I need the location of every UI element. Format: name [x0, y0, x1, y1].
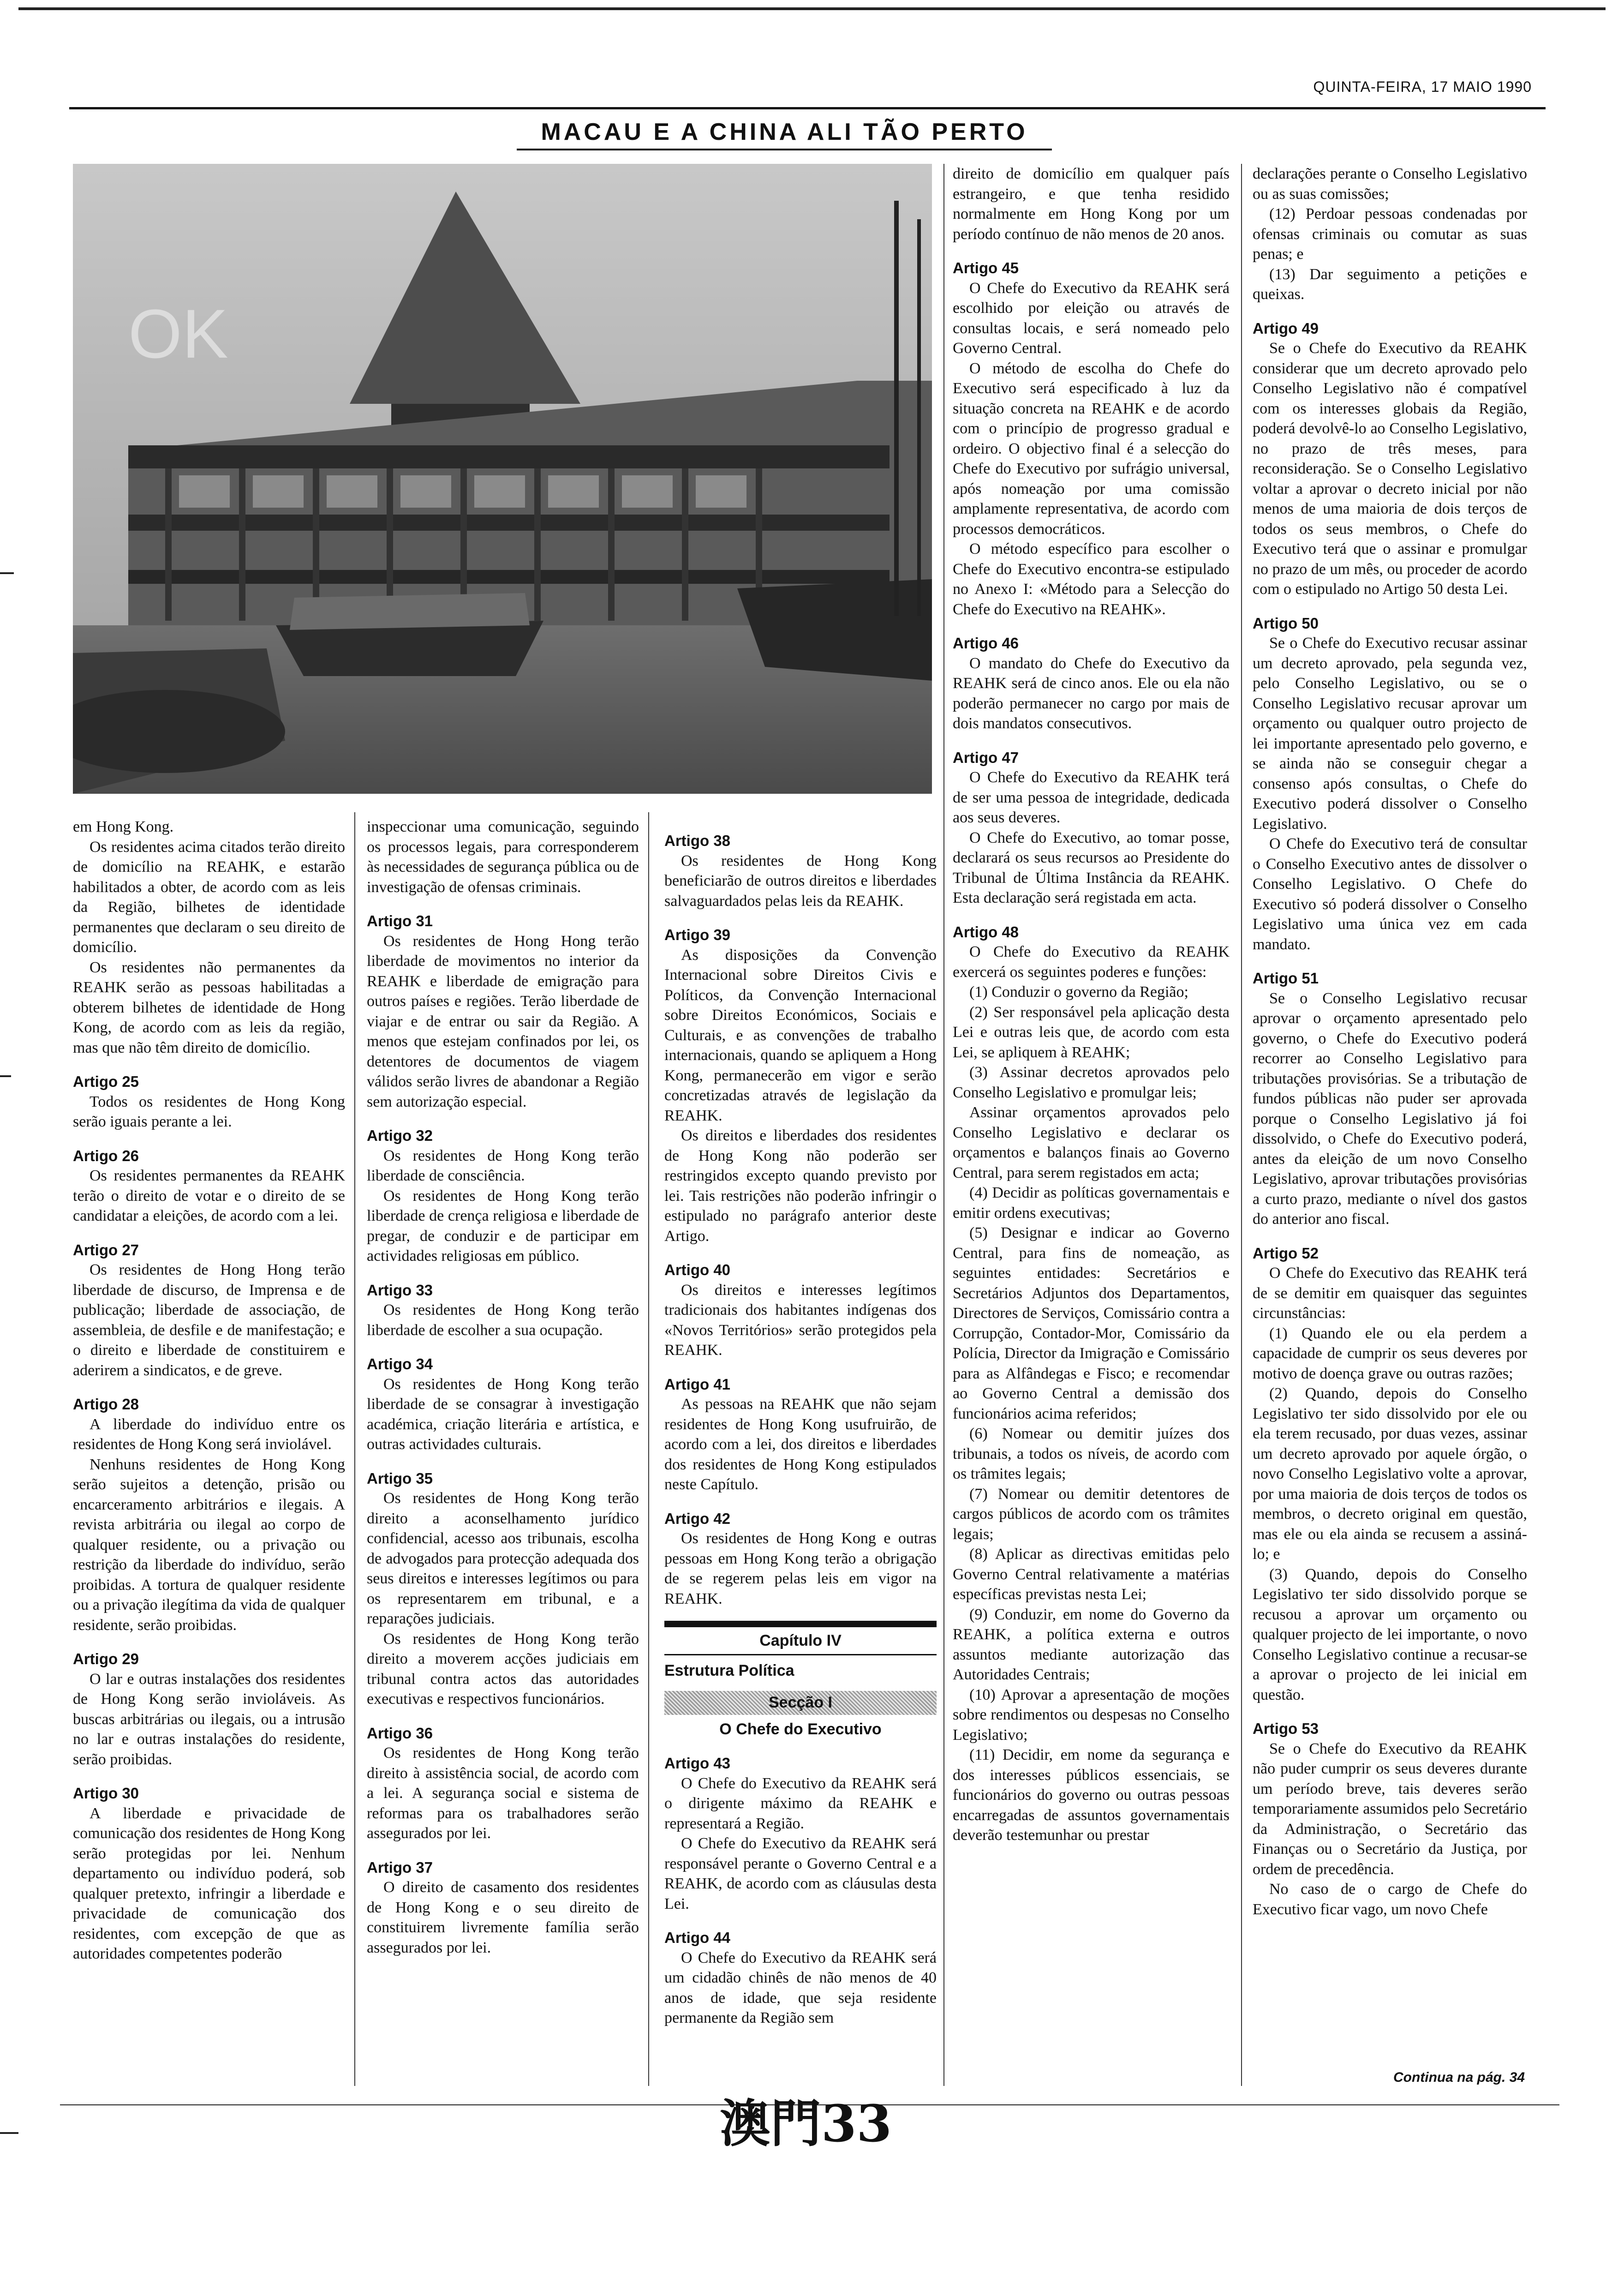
- paragraph: O método específico para escolher o Chefe do Executivo encontra-se estipulado no Anexo I: «Método para a Selecção do Chefe do Executivo na REAHK».: [953, 540, 1230, 618]
- paragraph: Os residentes acima citados terão direito de domicílio na REAHK, e estarão habilitados a obter, de acordo com as leis da Região, bilhetes de identidade permanentes que declaram o seu direito de domicílio.: [73, 838, 345, 956]
- article-heading: Artigo 45: [953, 259, 1019, 276]
- column-rule: [648, 812, 649, 2086]
- paragraph: inspeccionar uma comunicação, seguindo os processos legais, para corresponderem às necessidades de segurança pública ou de investigação de ofensas criminais.: [367, 818, 639, 896]
- headline-rule: [69, 107, 1546, 109]
- paragraph: O Chefe do Executivo, ao tomar posse, declarará os seus recursos ao Presidente do Tribunal de Última Instância da REAHK. Esta declaração será registada em acta.: [953, 829, 1230, 906]
- paragraph: Os residentes de Hong Kong terão liberdade de consciência.: [367, 1147, 639, 1184]
- column-1: [73, 817, 345, 2081]
- paragraph: Se o Chefe do Executivo da REAHK não puder cumprir os seus deveres durante um período breve, tais deveres serão temporariamente assumidos pelo Secretário da Administração, o Secretário das Finanças ou o Secretário da Justiça, por ordem de precedência.: [1253, 1740, 1527, 1878]
- structure-heading: Estrutura Política: [664, 1661, 794, 1679]
- article-heading: Artigo 38: [664, 832, 731, 849]
- article-heading: Artigo 47: [953, 749, 1019, 766]
- paragraph: em Hong Kong.: [73, 818, 174, 835]
- paragraph: (5) Designar e indicar ao Governo Central, para fins de nomeação, as seguintes entidades: Secretários e Secretários Adjuntos dos Departamentos, Directores de Serviços, Comissário contra a Corrupção, Contador-Mor, Comissário da Polícia, Director da Imigração e Comissário para as Alfândegas e Fisco; e recomendar ao Governo Central a demissão dos funcionários acima referidos;: [953, 1224, 1230, 1422]
- side-mark-left-3: [0, 2132, 18, 2134]
- section-heading: Secção I: [664, 1691, 937, 1715]
- article-heading: Artigo 28: [73, 1396, 139, 1413]
- paragraph: Se o Chefe do Executivo da REAHK considerar que um decreto aprovado pelo Conselho Legislativo não é compatível com os interesses globais da Região, poderá devolvê-lo ao Conselho Legislativo, no prazo de três meses, para reconsideração. Se o Conselho Legislativo voltar a aprovar o decreto inicial por não menos de uma maioria de dois terços de todos os seus membros, o Chefe do Executivo terá que o assinar e promulgar no prazo de um mês, ou proceder de acordo com o estipulado no Artigo 50 desta Lei.: [1253, 340, 1527, 598]
- article-heading: Artigo 49: [1253, 319, 1319, 337]
- article-heading: Artigo 43: [664, 1755, 731, 1772]
- paragraph: (4) Decidir as políticas governamentais e emitir ordens executivas;: [953, 1184, 1230, 1222]
- continued-note: Continua na pág. 34: [1393, 2070, 1525, 2085]
- paragraph: Os direitos e interesses legítimos tradicionais dos habitantes indígenas dos «Novos Territórios» serão protegidos pela REAHK.: [664, 1281, 937, 1359]
- headline: MACAU E A CHINA ALI TÃO PERTO: [517, 115, 1052, 150]
- article-heading: Artigo 26: [73, 1147, 139, 1164]
- paragraph: Nenhuns residentes de Hong Kong serão sujeitos a detenção, prisão ou encarceramento arbitrários e ilegais. A revista arbitrária ou ilegal ao corpo de qualquer residente, ou a privação ou restrição da liberdade do indivíduo, serão proibidas. A tortura de qualquer residente ou a privação ilegítima da vida de qualquer residente, serão proibidas.: [73, 1456, 345, 1634]
- column-5: [1253, 164, 1527, 2056]
- paragraph: (12) Perdoar pessoas condenadas por ofensas criminais ou comutar as suas penas; e: [1253, 205, 1527, 263]
- page-logo-graphic: [710, 2091, 932, 2155]
- paragraph: As pessoas na REAHK que não sejam residentes de Hong Kong usufruirão, de acordo com a lei, dos direitos e liberdades dos residentes de Hong Kong estipulados neste Capítulo.: [664, 1396, 937, 1493]
- paragraph: (2) Quando, depois do Conselho Legislativo ter sido dissolvido por ele ou ela terem recusado, por duas vezes, assinar um decreto aprovado por aquele órgão, o novo Conselho Legislativo volte a aprovar, por uma maioria de dois terços de todos os membros, o decreto original em questão, mas ele ou ela ainda se recusem a assiná-lo; e: [1253, 1385, 1527, 1563]
- article-heading: Artigo 41: [664, 1375, 731, 1393]
- article-heading: Artigo 25: [73, 1073, 139, 1090]
- paragraph: Os residentes de Hong Kong terão liberdade de se consagrar à investigação académica, criação literária e artística, e outras actividades culturais.: [367, 1375, 639, 1453]
- chapter-heading: Capítulo IV: [664, 1621, 937, 1655]
- article-heading: Artigo 31: [367, 912, 433, 929]
- photo-sign-text: OK: [128, 295, 228, 372]
- paragraph: (3) Quando, depois do Conselho Legislativo ter sido dissolvido porque se recusou a aprovar um orçamento ou qualquer projecto de lei importante, o novo Conselho Legislativo continue a recusar-se a aprovar o projecto de lei inicial em questão.: [1253, 1565, 1527, 1703]
- article-heading: Artigo 53: [1253, 1720, 1319, 1737]
- column-4: [953, 164, 1230, 2081]
- column-3: [664, 817, 937, 2081]
- paragraph: Se o Chefe do Executivo recusar assinar um decreto aprovado, pela segunda vez, pelo Conselho Legislativo, ou se o Conselho Legislativo recusar aprovar um orçamento ou qualquer outro projecto de lei importante apresentado pelo governo, e se ainda não se conseguir chegar a consenso após consultas, o Chefe do Executivo poderá dissolver o Conselho Legislativo.: [1253, 635, 1527, 833]
- exec-heading: O Chefe do Executivo: [719, 1720, 882, 1738]
- article-heading: Artigo 32: [367, 1127, 433, 1144]
- article-heading: Artigo 29: [73, 1650, 139, 1667]
- paragraph: Se o Conselho Legislativo recusar aprovar o orçamento apresentado pelo governo, o Chefe do Executivo poderá recorrer ao Conselho Legislativo para tributações provisórias. Se a tributação de fundos públicas não puder ser aprovada porque o Conselho Legislativo já foi dissolvido, o Chefe do Executivo poderá, antes da eleição de um novo Conselho Legislativo, aprovar tributações provisórias a curto prazo, mediante o nível dos gastos do anterior ano fiscal.: [1253, 989, 1527, 1228]
- paragraph: Os residentes não permanentes da REAHK serão as pessoas habilitadas a obterem bilhetes de identidade de Hong Kong, de acordo com as leis da região, mas que não têm direito de domicílio.: [73, 959, 345, 1056]
- article-heading: Artigo 36: [367, 1724, 433, 1742]
- article-heading: Artigo 34: [367, 1355, 433, 1372]
- column-rule: [1241, 164, 1242, 2086]
- paragraph: O Chefe do Executivo da REAHK terá de ser uma pessoa de integridade, dedicada aos seus deveres.: [953, 769, 1230, 826]
- article-heading: Artigo 35: [367, 1469, 433, 1487]
- paragraph: A liberdade do indivíduo entre os residentes de Hong Kong será inviolável.: [73, 1415, 345, 1453]
- paragraph: O Chefe do Executivo das REAHK terá de se demitir em quaisquer das seguintes circunstâncias:: [1253, 1264, 1527, 1322]
- article-heading: Artigo 46: [953, 635, 1019, 652]
- article-heading: Artigo 40: [664, 1261, 731, 1278]
- paragraph: O Chefe do Executivo da REAHK será o dirigente máximo da REAHK e representará a Região.: [664, 1774, 937, 1832]
- column-rule: [943, 164, 944, 2086]
- paragraph: Os direitos e liberdades dos residentes de Hong Kong não poderão ser restringidos excepto quando previsto por lei. Tais restrições não poderão infringir o estipulado no parágrafo anterior deste Artigo.: [664, 1127, 937, 1245]
- column-rule: [354, 812, 355, 2086]
- article-heading: Artigo 27: [73, 1241, 139, 1258]
- article-heading: Artigo 51: [1253, 970, 1319, 987]
- paragraph: Os residentes de Hong Hong terão liberdade de discurso, de Imprensa e de publicação; liberdade de associação, de assembleia, de desfile e de manifestação; e o direito e liberdade de constituirem e aderirem a sindicatos, e de greve.: [73, 1261, 345, 1379]
- paragraph: (2) Ser responsável pela aplicação desta Lei e outras leis que, de acordo com esta Lei, se apliquem à REAHK;: [953, 1003, 1230, 1061]
- paragraph: Os residentes de Hong Kong beneficiarão de outros direitos e liberdades salvaguardados pelas leis da REAHK.: [664, 852, 937, 910]
- dateline: QUINTA-FEIRA, 17 MAIO 1990: [1313, 78, 1532, 95]
- paragraph: Os residentes permanentes da REAHK terão o direito de votar e o direito de se candidatar a eleições, de acordo com a lei.: [73, 1167, 345, 1224]
- paragraph: (7) Nomear ou demitir detentores de cargos públicos de acordo com os trâmites legais;: [953, 1485, 1230, 1543]
- top-rule: [18, 7, 1606, 10]
- side-mark-left: [0, 572, 14, 574]
- photo-illustration: [73, 164, 932, 794]
- paragraph: (1) Quando ele ou ela perdem a capacidade de cumprir os seus deveres por motivo de doença grave ou outras razões;: [1253, 1324, 1527, 1382]
- paragraph: declarações perante o Conselho Legislativo ou as suas comissões;: [1253, 165, 1527, 203]
- article-heading: Artigo 44: [664, 1929, 731, 1946]
- paragraph: direito de domicílio em qualquer país estrangeiro, e que tenha residido normalmente em Hong Kong por um período contínuo de não menos de 20 anos.: [953, 165, 1230, 243]
- paragraph: O Chefe do Executivo terá de consultar o Conselho Executivo antes de dissolver o Conselho Legislativo. O Chefe do Executivo só poderá dissolver o Conselho Legislativo uma única vez em cada mandato.: [1253, 835, 1527, 953]
- article-heading: Artigo 30: [73, 1785, 139, 1802]
- paragraph: (1) Conduzir o governo da Região;: [969, 983, 1188, 1001]
- paragraph: O Chefe do Executivo da REAHK será responsável perante o Governo Central e a REAHK, de acordo com as cláusulas desta Lei.: [664, 1835, 937, 1912]
- page-number-logo: [710, 2091, 932, 2155]
- paragraph: (10) Aprovar a apresentação de moções sobre rendimentos ou despesas no Conselho Legislativo;: [953, 1686, 1230, 1744]
- paragraph: Os residentes de Hong Kong terão liberdade de escolher a sua ocupação.: [367, 1301, 639, 1339]
- paragraph: Os residentes de Hong Kong e outras pessoas em Hong Kong terão a obrigação de se regerem pelas leis em vigor na REAHK.: [664, 1530, 937, 1607]
- paragraph: As disposições da Convenção Internacional sobre Direitos Civis e Políticos, da Convenção Internacional sobre Direitos Económicos, Sociais e Culturais, e as convenções de trabalho internacionais, quando se apliquem a Hong Kong, permanecerão em vigor e serão concretizadas através de legislação da REAHK.: [664, 946, 937, 1124]
- page-logo-text: 澳門33: [720, 2094, 892, 2153]
- paragraph: (3) Assinar decretos aprovados pelo Conselho Legislativo e promulgar leis;: [953, 1064, 1230, 1101]
- paragraph: No caso de o cargo de Chefe do Executivo ficar vago, um novo Chefe: [1253, 1881, 1527, 1918]
- paragraph: (13) Dar seguimento a petições e queixas.: [1253, 265, 1527, 303]
- paragraph: (9) Conduzir, em nome do Governo da REAHK, a política externa e outros assuntos mediante autorização das Autoridades Centrais;: [953, 1606, 1230, 1683]
- article-heading: Artigo 39: [664, 926, 731, 943]
- paragraph: Os residentes de Hong Kong terão liberdade de crença religiosa e liberdade de pregar, de conduzir e de participar em actividades religiosas em público.: [367, 1187, 639, 1264]
- paragraph: (11) Decidir, em nome da segurança e dos interesses públicos essenciais, se funcionários do governo ou outras pessoas encarregadas de assuntos governamentais deverão testemunhar ou prestar: [953, 1746, 1230, 1844]
- article-heading: Artigo 50: [1253, 614, 1319, 632]
- paragraph: (8) Aplicar as directivas emitidas pelo Governo Central relativamente a matérias específicas previstas nesta Lei;: [953, 1546, 1230, 1603]
- article-heading: Artigo 37: [367, 1858, 433, 1876]
- column-2: [367, 817, 639, 2081]
- article-heading: Artigo 48: [953, 923, 1019, 941]
- paragraph: O Chefe do Executivo da REAHK exercerá os seguintes poderes e funções:: [953, 943, 1230, 981]
- article-heading: Artigo 52: [1253, 1244, 1319, 1262]
- paragraph: O mandato do Chefe do Executivo da REAHK será de cinco anos. Ele ou ela não poderão permanecer no cargo por mais de dois mandatos consecutivos.: [953, 654, 1230, 732]
- article-heading: Artigo 33: [367, 1281, 433, 1299]
- paragraph: Os residentes de Hong Kong terão direito a moverem acções judiciais em tribunal contra actos das autoridades executivas e respectivos funcionários.: [367, 1630, 639, 1708]
- paragraph: O método de escolha do Chefe do Executivo será especificado à luz da situação concreta na REAHK e de acordo com o princípio de progresso gradual e ordeiro. O objectivo final é a selecção do Chefe do Executivo por sufrágio universal, após nomeação por uma comissão amplamente representativa, de acordo com processos democráticos.: [953, 360, 1230, 538]
- paragraph: Assinar orçamentos aprovados pelo Conselho Legislativo e declarar os orçamentos e balanços finais ao Governo Central, para serem registados em acta;: [953, 1104, 1230, 1181]
- photo-floating-restaurant: [73, 164, 932, 794]
- paragraph: A liberdade e privacidade de comunicação dos residentes de Hong Kong serão protegidas por lei. Nenhum departamento ou indivíduo poderá, sob qualquer pretexto, infringir a liberdade e privacidade de comunicação dos residentes, com excepção de que as autoridades competentes poderão: [73, 1804, 345, 1962]
- article-heading: Artigo 42: [664, 1510, 731, 1527]
- paragraph: (6) Nomear ou demitir juízes dos tribunais, a todos os níveis, de acordo com os trâmites legais;: [953, 1425, 1230, 1482]
- side-mark-left-2: [0, 1075, 11, 1077]
- paragraph: O lar e outras instalações dos residentes de Hong Kong serão invioláveis. As buscas arbitrárias ou ilegais, ou a intrusão no lar e outras instalações do residente, serão proibidas.: [73, 1670, 345, 1768]
- paragraph: Os residentes de Hong Hong terão liberdade de movimentos no interior da REAHK e liberdade de emigração para outros países e regiões. Terão liberdade de viajar e de entrar ou sair da Região. A menos que estejam confinados por lei, os detentores de documentos de viagem válidos serão livres de abandonar a Região sem autorização especial.: [367, 932, 639, 1110]
- paragraph: O Chefe do Executivo da REAHK será um cidadão chinês de não menos de 40 anos de idade, que seja residente permanente da Região sem: [664, 1949, 937, 2026]
- paragraph: Os residentes de Hong Kong terão direito à assistência social, de acordo com a lei. A segurança social e sistema de reformas para os trabalhadores serão assegurados por lei.: [367, 1744, 639, 1842]
- paragraph: O Chefe do Executivo da REAHK será escolhido por eleição ou através de consultas locais, e será nomeado pelo Governo Central.: [953, 279, 1230, 357]
- paragraph: Os residentes de Hong Kong terão direito a aconselhamento jurídico confidencial, acesso aos tribunais, escolha de advogados para protecção adequada dos seus direitos e interesses legítimos ou para os representarem em tribunal, e a reparações judiciais.: [367, 1490, 639, 1627]
- paragraph: Todos os residentes de Hong Kong serão iguais perante a lei.: [73, 1093, 345, 1130]
- paragraph: O direito de casamento dos residentes de Hong Kong e o seu direito de constituirem livremente família serão assegurados por lei.: [367, 1879, 639, 1956]
